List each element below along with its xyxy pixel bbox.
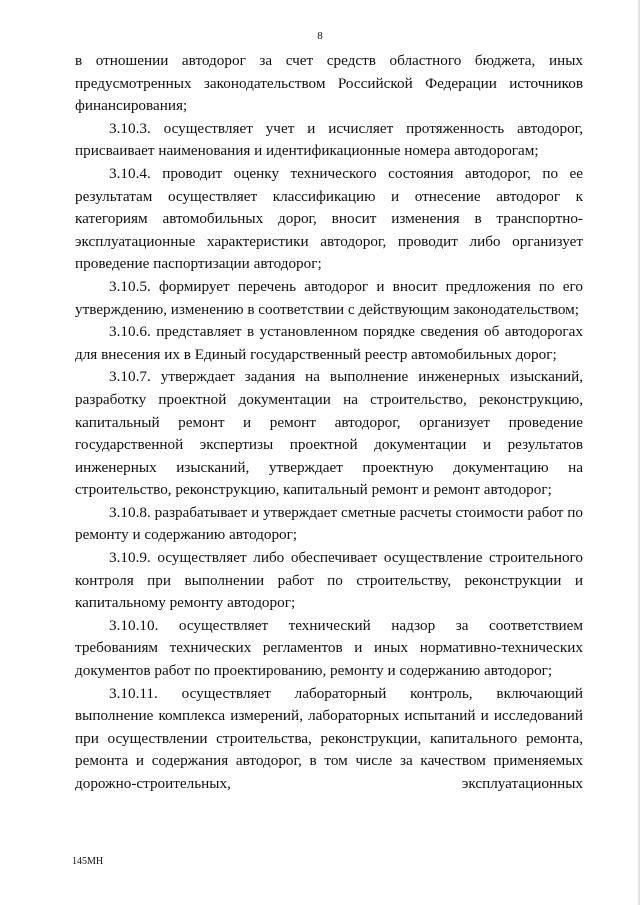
paragraph-continuation: в отношении автодорог за счет средств областного бюджета, иных предусмотренных законодательством Российской Федерации источников финансирования; bbox=[75, 52, 583, 115]
paragraph-3-10-4: 3.10.4. проводит оценку технического состояния автодорог, по ее результатам осуществляет классификацию и отнесение автодорог к категориям автомобильных дорог, вносит изменения в транспортно-эксплуатационные характеристики автодорог, проводит либо организует проведение паспортизации автодорог; bbox=[75, 164, 583, 273]
paragraph-3-10-3: 3.10.3. осуществляет учет и исчисляет протяженность автодорог, присваивает наименования и идентификационные номера автодорогам; bbox=[75, 119, 583, 160]
paragraph-3-10-5: 3.10.5. формирует перечень автодорог и вносит предложения по его утверждению, изменению в соответствии с действующим законодательством; bbox=[75, 277, 583, 318]
paragraph-3-10-10: 3.10.10. осуществляет технический надзор за соответствием требованиям технических регламентов и иных нормативно-технических документов работ по проектированию, ремонту и содержанию автодорог; bbox=[75, 616, 583, 680]
paragraph-3-10-7: 3.10.7. утверждает задания на выполнение инженерных изысканий, разработку проектной документации на строительство, реконструкцию, капитальный ремонт и ремонт автодорог, организует проведение государственной экспертизы проектной документации и результатов инженерных изысканий, утверждает проектную документацию на строительство, реконструкцию, капитальный ремонт и ремонт автодорог; bbox=[75, 368, 583, 499]
paragraph-3-10-9: 3.10.9. осуществляет либо обеспечивает осуществление строительного контроля при выполнении работ по строительству, реконструкции и капитальному ремонту автодорог; bbox=[75, 549, 583, 612]
document-code: 145MH bbox=[72, 856, 104, 867]
paragraph-3-10-11: 3.10.11. осуществляет лабораторный контроль, включающий выполнение комплекса измерений, лабораторных испытаний и исследований при осуществлении строительства, реконструкции, капитального ремонта, ремонта и содержания автодорог, в том числе за качеством применяемых дорожно-строительных, эксплуатационных bbox=[75, 684, 583, 792]
page-number: 8 bbox=[317, 30, 323, 42]
document-body bbox=[75, 50, 583, 796]
paragraph-3-10-8: 3.10.8. разрабатывает и утверждает сметные расчеты стоимости работ по ремонту и содержанию автодорог; bbox=[75, 503, 583, 544]
paragraph-3-10-6: 3.10.6. представляет в установленном порядке сведения об автодорогах для внесения их в Единый государственный реестр автомобильных дорог; bbox=[75, 323, 583, 363]
